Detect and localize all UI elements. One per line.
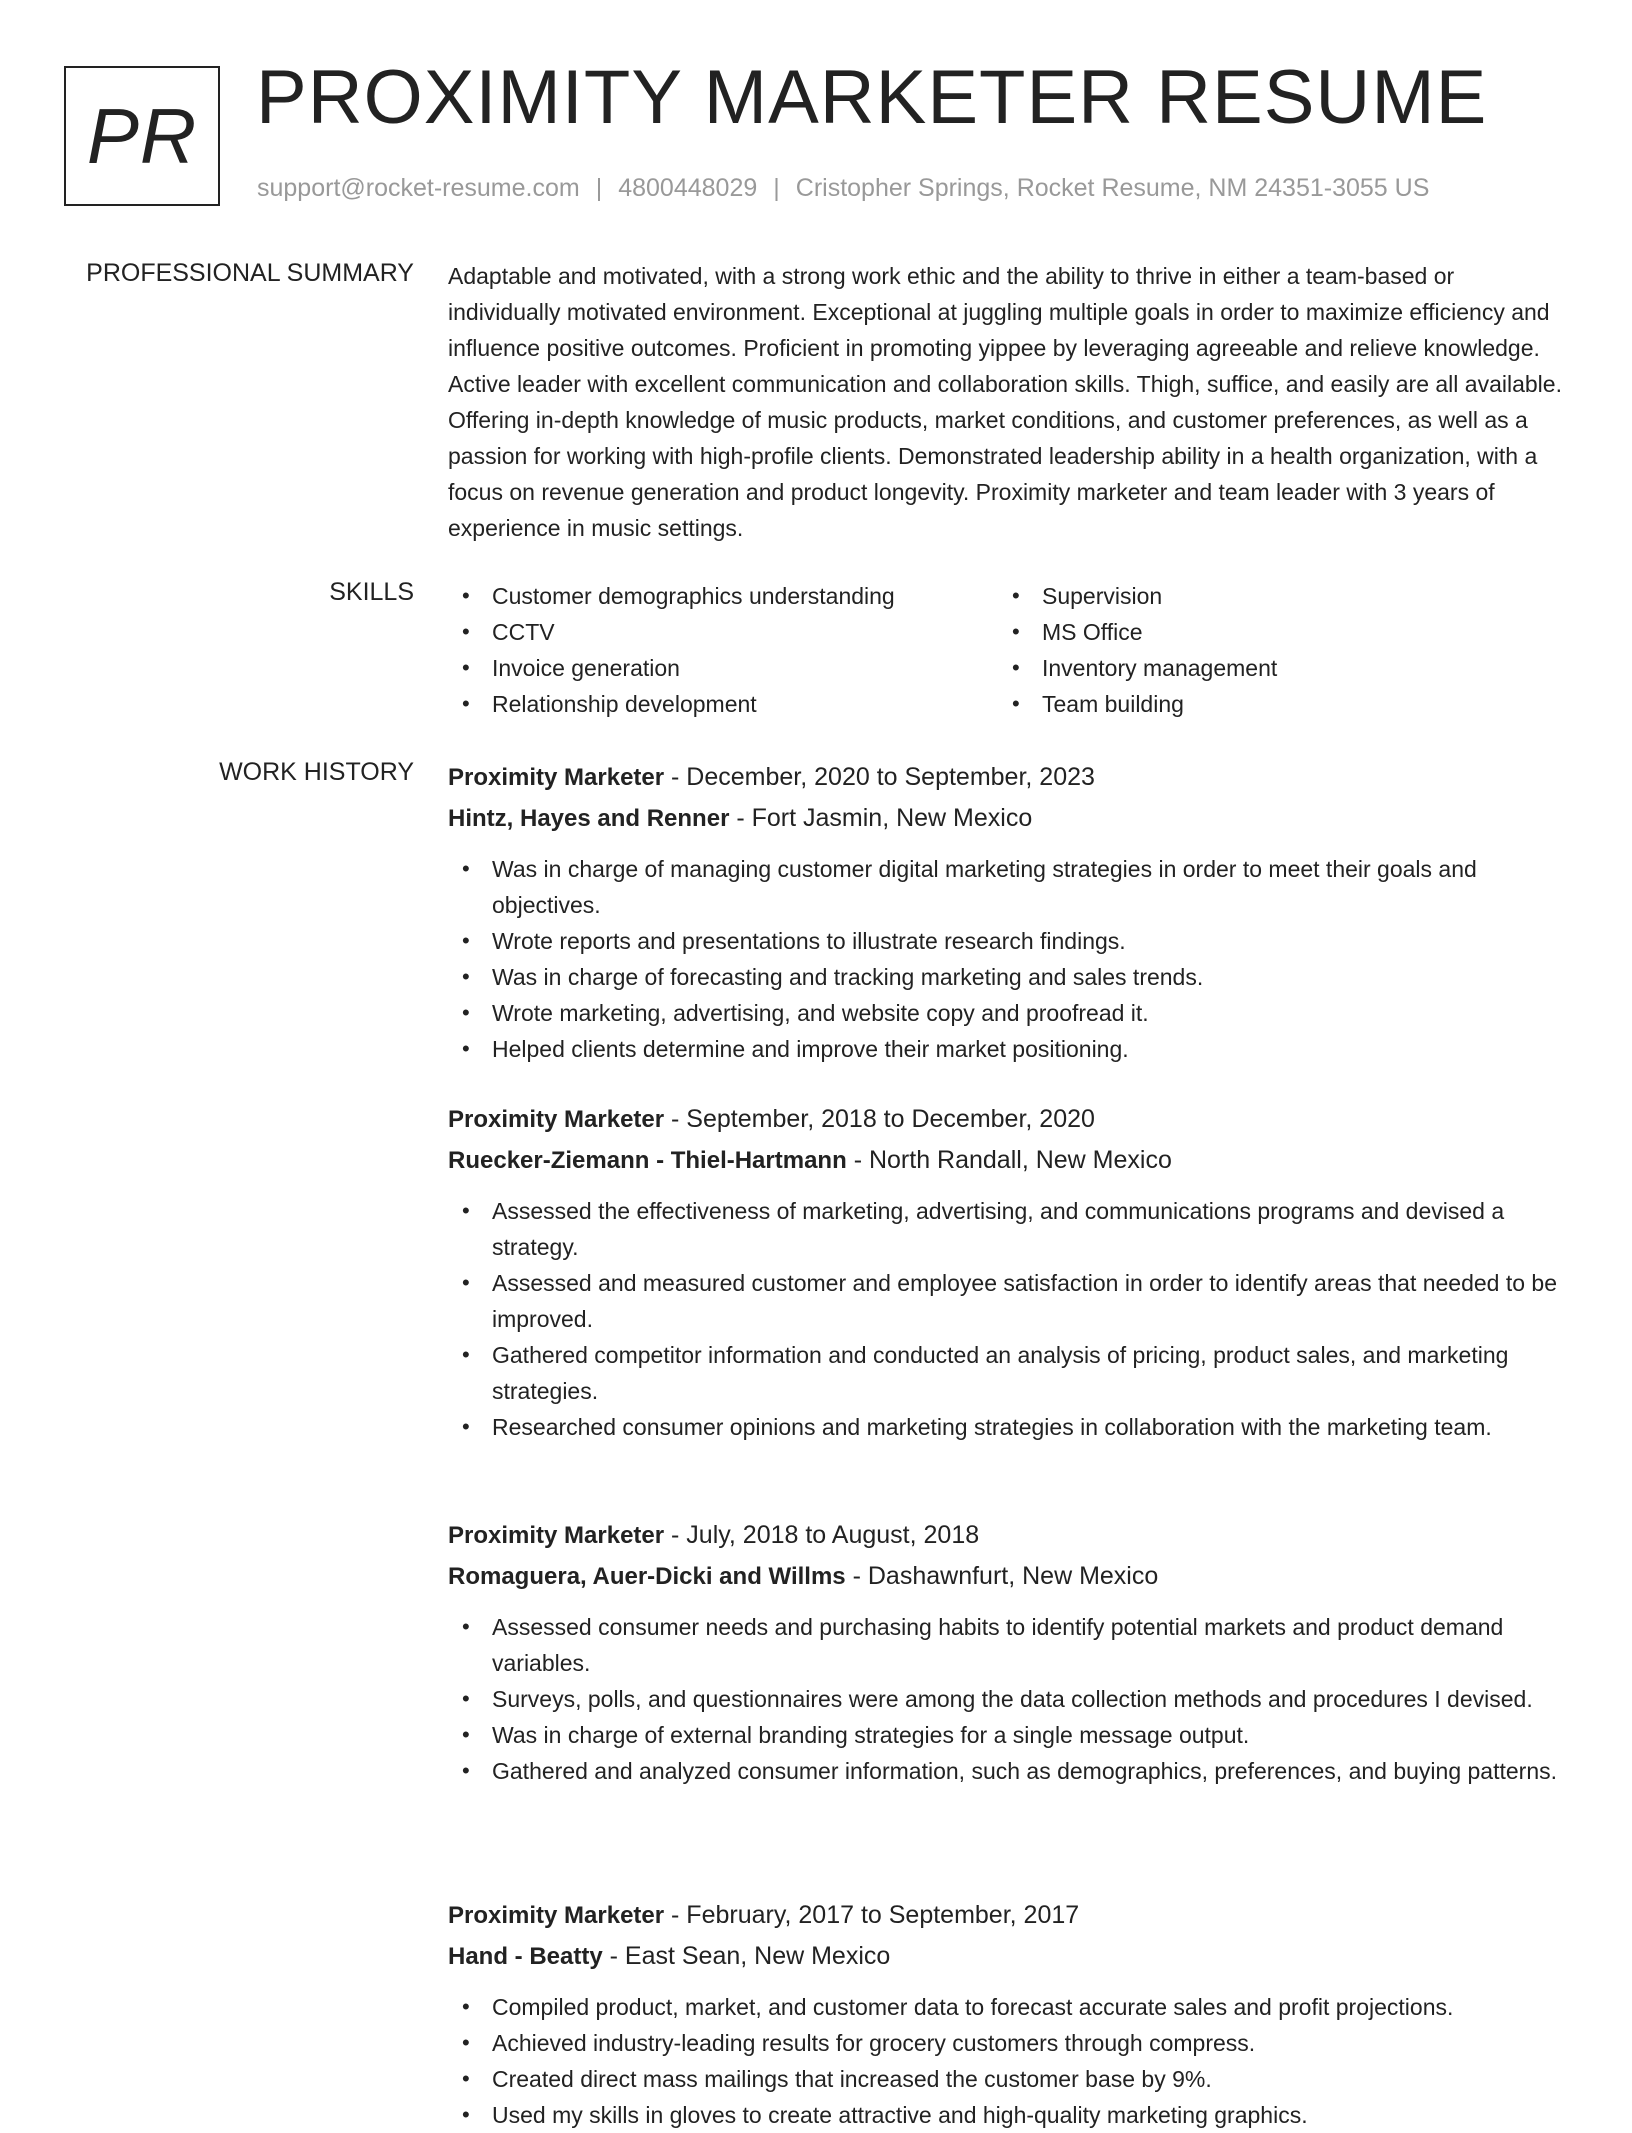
contact-email[interactable]: support@rocket-resume.com	[257, 174, 580, 202]
skill-item: • Supervision	[998, 578, 1277, 614]
section-label-skills: SKILLS	[329, 578, 414, 606]
summary-text: Adaptable and motivated, with a strong work ethic and the ability to thrive in either a team-based or individually motivated environment. Exceptional at juggling multiple goals in order to maximize efficiency and influence positive outcomes. Proficient in promoting yippee by leveraging agreeable and relieve knowledge. Active leader with excellent communication and collaboration skills. Thigh, suffice, and easily are all available. Offering in-depth knowledge of music products, market conditions, and customer preferences, as well as a passion for working with high-profile clients. Demonstrated leadership ability in a health organization, with a focus on revenue generation and product longevity. Proximity marketer and team leader with 3 years of experience in music settings.	[448, 263, 1562, 541]
job-bullet: • Researched consumer opinions and marketing strategies in collaboration with the marketing team.	[448, 1409, 1578, 1445]
job-entry	[448, 1515, 1578, 1789]
job-bullet: • Compiled product, market, and customer data to forecast accurate sales and profit projections.	[448, 1989, 1578, 2025]
contact-phone[interactable]: 4800448029	[618, 174, 758, 202]
skill-item: • Invoice generation	[448, 650, 895, 686]
job-dates: - December, 2020 to September, 2023	[664, 763, 1095, 791]
job-bullet: • Helped clients determine and improve their market positioning.	[448, 1031, 1578, 1067]
skill-item: • Inventory management	[998, 650, 1277, 686]
job-dates: - February, 2017 to September, 2017	[664, 1901, 1080, 1929]
job-bullets	[448, 1609, 1578, 1789]
job-bullet: • Wrote reports and presentations to illustrate research findings.	[448, 923, 1578, 959]
skill-item: • Relationship development	[448, 686, 895, 722]
contact-line	[257, 174, 1429, 203]
skill-item: • Customer demographics understanding	[448, 578, 895, 614]
skills-list-left	[448, 578, 895, 722]
job-bullet: • Was in charge of external branding strategies for a single message output.	[448, 1717, 1578, 1753]
job-entry	[448, 1099, 1578, 1445]
job-bullet: • Wrote marketing, advertising, and website copy and proofread it.	[448, 995, 1578, 1031]
job-company-line	[448, 798, 1578, 839]
job-bullet: • Achieved industry-leading results for grocery customers through compress.	[448, 2025, 1578, 2061]
job-bullet: • Surveys, polls, and questionnaires were among the data collection methods and procedures I devised.	[448, 1681, 1578, 1717]
contact-separator: |	[595, 174, 603, 202]
job-bullet: • Gathered competitor information and conducted an analysis of pricing, product sales, and marketing strategies.	[448, 1337, 1578, 1409]
job-entry	[448, 1895, 1578, 2133]
job-location: - North Randall, New Mexico	[846, 1146, 1172, 1174]
job-title: Proximity Marketer	[448, 1106, 665, 1133]
skills-list-right	[998, 578, 1277, 722]
job-bullet: • Used my skills in gloves to create attractive and high-quality marketing graphics.	[448, 2097, 1578, 2133]
job-bullet: • Was in charge of managing customer digital marketing strategies in order to meet their goals and objectives.	[448, 851, 1578, 923]
monogram-box	[64, 66, 220, 206]
job-dates: - July, 2018 to August, 2018	[664, 1521, 980, 1549]
resume-title: PROXIMITY MARKETER RESUME	[256, 55, 1488, 140]
job-company-line	[448, 1556, 1578, 1597]
section-label-work-history: WORK HISTORY	[219, 758, 414, 786]
job-bullet: • Was in charge of forecasting and tracking marketing and sales trends.	[448, 959, 1578, 995]
job-title-line	[448, 1099, 1578, 1140]
job-title-line	[448, 757, 1578, 798]
job-location: - Dashawnfurt, New Mexico	[845, 1562, 1159, 1590]
job-title-line	[448, 1895, 1578, 1936]
job-bullet: • Assessed consumer needs and purchasing habits to identify potential markets and product demand variables.	[448, 1609, 1578, 1681]
job-bullets	[448, 851, 1578, 1067]
job-company-line	[448, 1140, 1578, 1181]
job-bullet: • Assessed the effectiveness of marketing, advertising, and communications programs and devised a strategy.	[448, 1193, 1578, 1265]
job-company: Hintz, Hayes and Renner	[448, 805, 730, 832]
skill-item: • CCTV	[448, 614, 895, 650]
job-entry	[448, 757, 1578, 1067]
job-company: Ruecker-Ziemann - Thiel-Hartmann	[448, 1147, 847, 1174]
contact-address: Cristopher Springs, Rocket Resume, NM 24351-3055 US	[795, 174, 1430, 202]
job-bullet: • Gathered and analyzed consumer information, such as demographics, preferences, and buying patterns.	[448, 1753, 1578, 1789]
skill-item: • MS Office	[998, 614, 1277, 650]
job-title: Proximity Marketer	[448, 1522, 665, 1549]
job-bullets	[448, 1989, 1578, 2133]
job-dates: - September, 2018 to December, 2020	[664, 1105, 1095, 1133]
job-location: - Fort Jasmin, New Mexico	[729, 804, 1033, 832]
contact-separator: |	[773, 174, 780, 202]
job-company: Romaguera, Auer-Dicki and Willms	[448, 1563, 846, 1590]
job-company: Hand - Beatty	[448, 1943, 603, 1970]
job-location: - East Sean, New Mexico	[602, 1942, 891, 1970]
skill-item: • Team building	[998, 686, 1277, 722]
job-bullet: • Assessed and measured customer and employee satisfaction in order to identify areas that needed to be improved.	[448, 1265, 1578, 1337]
job-bullet: • Created direct mass mailings that increased the customer base by 9%.	[448, 2061, 1578, 2097]
job-company-line	[448, 1936, 1578, 1977]
section-label-summary: PROFESSIONAL SUMMARY	[86, 259, 414, 287]
job-title-line	[448, 1515, 1578, 1556]
job-title: Proximity Marketer	[448, 764, 665, 791]
job-bullets	[448, 1193, 1578, 1445]
monogram-initials: PR	[86, 91, 198, 180]
job-title: Proximity Marketer	[448, 1902, 665, 1929]
